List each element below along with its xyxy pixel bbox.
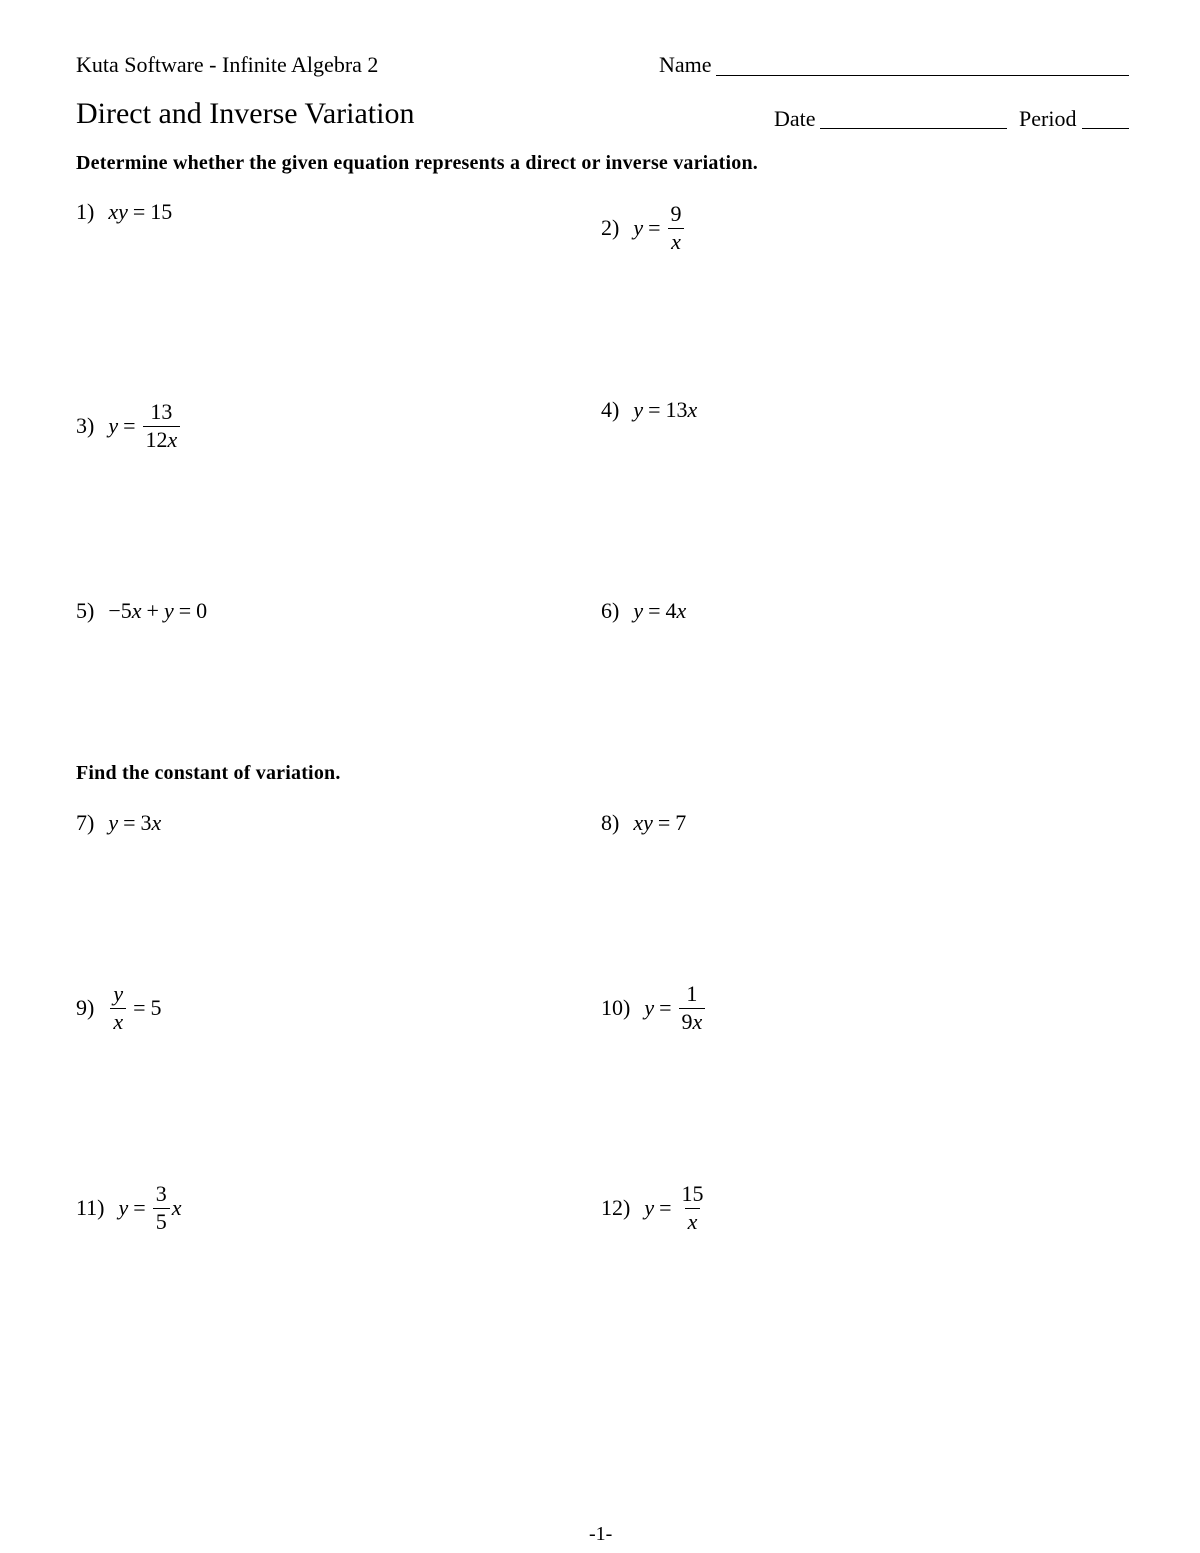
fraction [679, 1182, 707, 1233]
problem-1 [76, 198, 172, 226]
eq-term: y [108, 810, 119, 835]
problem-11 [76, 1178, 181, 1238]
eq-operator: = [659, 995, 672, 1020]
denominator-coefficient: 12 [145, 426, 168, 452]
problem-number: 7) [76, 810, 95, 835]
eq-coefficient: −5 [108, 598, 132, 623]
fraction [110, 982, 126, 1033]
problem-number: 10) [601, 995, 631, 1020]
eq-term: y [108, 413, 119, 438]
equation [633, 202, 686, 253]
problem-number: 9) [76, 995, 95, 1020]
eq-variable: y [163, 598, 174, 623]
eq-variable: x [131, 598, 142, 623]
eq-variable: x [171, 1195, 182, 1220]
eq-coefficient: 3 [140, 810, 152, 835]
eq-operator: = [133, 1195, 146, 1220]
equation [108, 810, 161, 836]
equation [108, 598, 207, 624]
eq-term: xy [633, 810, 653, 835]
eq-variable: x [687, 397, 698, 422]
eq-term: y [644, 1195, 655, 1220]
date-label: Date [774, 106, 816, 131]
problem-7 [76, 809, 161, 837]
eq-term: xy [108, 199, 128, 224]
eq-term: 0 [196, 598, 208, 623]
problem-number: 1) [76, 199, 95, 224]
fraction [143, 400, 181, 451]
fraction-numerator: 15 [681, 1181, 704, 1207]
eq-term: y [633, 397, 644, 422]
eq-term: y [644, 995, 655, 1020]
eq-operator: = [132, 199, 146, 224]
eq-variable: x [151, 810, 162, 835]
page-number: -1- [589, 1523, 613, 1545]
problem-4 [601, 396, 697, 424]
publisher-label: Kuta Software - Infinite Algebra 2 [76, 52, 379, 77]
fraction-denominator [679, 1008, 706, 1034]
eq-term: y [633, 598, 644, 623]
eq-term: y [118, 1195, 129, 1220]
eq-coefficient: 13 [665, 397, 688, 422]
problem-5 [76, 597, 207, 625]
fraction [153, 1182, 170, 1233]
problem-number: 4) [601, 397, 620, 422]
problem-number: 2) [601, 215, 620, 240]
eq-term: 7 [675, 810, 687, 835]
period-blank-line[interactable] [1082, 128, 1129, 129]
eq-variable: x [676, 598, 687, 623]
problem-8 [601, 809, 686, 837]
problem-6 [601, 597, 686, 625]
period-label: Period [1019, 106, 1077, 131]
eq-operator: = [648, 215, 661, 240]
name-blank-line[interactable] [716, 75, 1129, 76]
eq-operator: = [178, 598, 192, 623]
problem-number: 5) [76, 598, 95, 623]
section-instruction: Find the constant of variation. [76, 762, 341, 784]
fraction-numerator: 3 [155, 1181, 167, 1207]
eq-operator: = [133, 995, 146, 1020]
problem-number: 8) [601, 810, 620, 835]
equation [108, 982, 161, 1033]
equation [108, 400, 182, 451]
fraction-denominator: x [685, 1208, 701, 1234]
fraction-denominator: 5 [153, 1208, 170, 1234]
eq-coefficient: 4 [665, 598, 677, 623]
equation [644, 982, 707, 1033]
problem-number: 3) [76, 413, 95, 438]
date-blank-line[interactable] [820, 128, 1007, 129]
fraction-numerator: 9 [670, 201, 682, 227]
equation [633, 810, 686, 836]
problem-3 [76, 396, 182, 456]
problem-10 [601, 978, 707, 1038]
eq-operator: = [648, 598, 661, 623]
eq-operator: + [146, 598, 159, 623]
denominator-variable: x [692, 1008, 703, 1034]
fraction [668, 202, 685, 253]
eq-term: 5 [150, 995, 162, 1020]
fraction-denominator [143, 426, 181, 452]
fraction [679, 982, 706, 1033]
eq-operator: = [657, 810, 671, 835]
problem-number: 6) [601, 598, 620, 623]
problem-2 [601, 198, 687, 258]
equation [119, 1182, 182, 1233]
equation [633, 598, 686, 624]
fraction-numerator: 13 [150, 399, 173, 425]
section-instruction: Determine whether the given equation represents a direct or inverse variation. [76, 152, 758, 174]
problem-12 [601, 1178, 709, 1238]
eq-term: 15 [150, 199, 173, 224]
denominator-coefficient: 9 [681, 1008, 693, 1034]
problem-number: 12) [601, 1195, 631, 1220]
fraction-denominator: x [110, 1008, 126, 1034]
eq-operator: = [659, 1195, 672, 1220]
problem-number: 11) [76, 1195, 105, 1220]
fraction-numerator: y [113, 981, 124, 1007]
eq-operator: = [648, 397, 661, 422]
denominator-variable: x [167, 426, 178, 452]
equation [633, 397, 697, 423]
equation [644, 1182, 708, 1233]
equation [108, 199, 172, 225]
worksheet-title: Direct and Inverse Variation [76, 97, 415, 130]
eq-operator: = [123, 810, 136, 835]
fraction-numerator: 1 [686, 981, 698, 1007]
eq-operator: = [123, 413, 136, 438]
eq-term: y [633, 215, 644, 240]
name-label: Name [659, 52, 712, 77]
fraction-denominator: x [668, 228, 684, 254]
problem-9 [76, 978, 162, 1038]
